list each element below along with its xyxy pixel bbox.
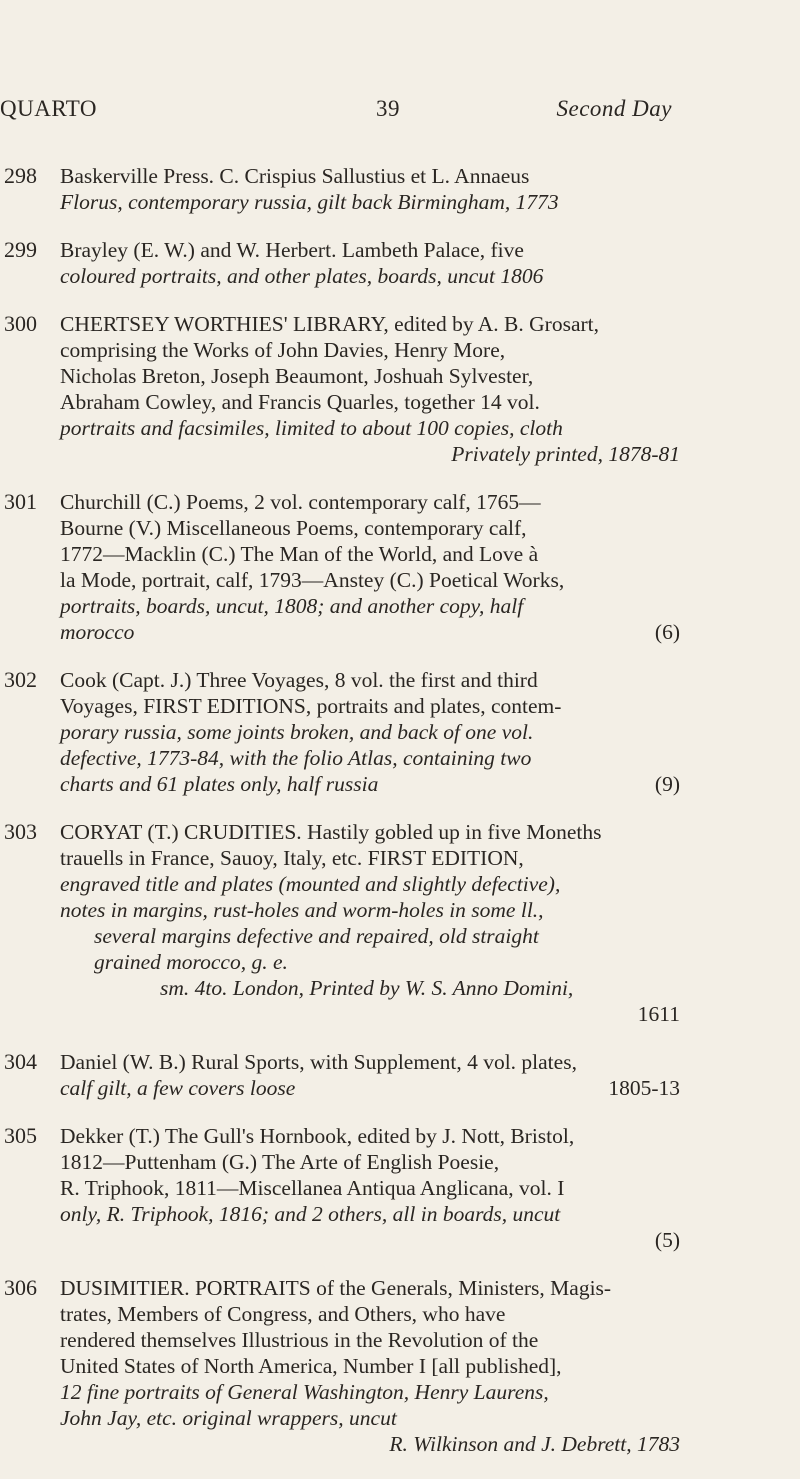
lot-line: Florus, contemporary russia, gilt back Birmingham, 1773 [60,190,559,214]
lot-imprint: Privately printed, 1878-81 [451,442,680,466]
lot-entry [0,667,800,797]
lot-list [0,163,800,1479]
lot-description [60,237,680,289]
lot-line: Bourne (V.) Miscellaneous Poems, contemporary calf, [60,516,527,540]
lot-line: Voyages, FIRST EDITIONS, portraits and plates, contem- [60,694,562,718]
lot-description [60,819,680,1027]
lot-line-text: morocco [60,620,135,644]
lot-line: John Jay, etc. original wrappers, uncut [60,1406,397,1430]
lot-number: 303 [4,819,37,844]
lot-line: Baskerville Press. C. Crispius Sallustius et L. Annaeus [60,164,530,188]
lot-description [60,667,680,797]
lot-line: comprising the Works of John Davies, Henry More, [60,338,506,362]
lot-line: engraved title and plates (mounted and slightly defective), [60,872,561,896]
lot-line: notes in margins, rust-holes and worm-holes in some ll., [60,898,544,922]
lot-line: CHERTSEY WORTHIES' LIBRARY, edited by A. B. Grosart, [60,312,599,336]
lot-description [60,311,680,467]
lot-line: la Mode, portrait, calf, 1793—Anstey (C.) Poetical Works, [60,568,565,592]
lot-line: portraits and facsimiles, limited to about 100 copies, cloth [60,416,563,440]
lot-line: 1812—Puttenham (G.) The Arte of English Poesie, [60,1150,500,1174]
lot-line-text: calf gilt, a few covers loose [60,1076,296,1100]
lot-line: Cook (Capt. J.) Three Voyages, 8 vol. the first and third [60,668,538,692]
lot-line: Churchill (C.) Poems, 2 vol. contemporary calf, 1765— [60,490,541,514]
lot-entry [0,237,800,289]
lot-number: 304 [4,1049,37,1074]
lot-number: 298 [4,163,37,188]
lot-count: (6) [654,620,680,644]
lot-line: CORYAT (T.) CRUDITIES. Hastily gobled up in five Moneths [60,820,602,844]
lot-entry [0,311,800,467]
page-number: 39 [376,96,400,121]
header-format: QUARTO [0,96,98,121]
lot-number: 301 [4,489,37,514]
lot-imprint: sm. 4to. London, Printed by W. S. Anno Domini, [160,976,574,1000]
lot-line: trauells in France, Sauoy, Italy, etc. FIRST EDITION, [60,846,524,870]
lot-line: several margins defective and repaired, old straight [94,924,539,948]
header-sale-day: Second Day [556,96,672,121]
lot-description [60,489,680,645]
lot-entry [0,163,800,215]
lot-entry [0,1123,800,1253]
lot-line [60,619,680,645]
lot-line: United States of North America, Number I [all published], [60,1354,562,1378]
lot-date: 1611 [637,1002,680,1026]
lot-description [60,163,680,215]
lot-line: DUSIMITIER. PORTRAITS of the Generals, Ministers, Magis- [60,1276,612,1300]
lot-date: 1805-13 [608,1076,680,1100]
lot-line-text: charts and 61 plates only, half russia [60,772,379,796]
lot-line: porary russia, some joints broken, and back of one vol. [60,720,534,744]
lot-line: 12 fine portraits of General Washington, Henry Laurens, [60,1380,549,1404]
lot-line: rendered themselves Illustrious in the Revolution of the [60,1328,539,1352]
lot-description [60,1049,680,1101]
lot-line: 1772—Macklin (C.) The Man of the World, and Love à [60,542,539,566]
lot-entry [0,819,800,1027]
lot-count: (9) [654,772,680,796]
lot-line: Abraham Cowley, and Francis Quarles, together 14 vol. [60,390,540,414]
lot-line: grained morocco, g. e. [94,950,288,974]
lot-count: (5) [654,1228,680,1252]
lot-line: Brayley (E. W.) and W. Herbert. Lambeth Palace, five [60,238,524,262]
lot-number: 300 [4,311,37,336]
lot-entry [0,1049,800,1101]
lot-imprint: R. Wilkinson and J. Debrett, 1783 [389,1432,680,1456]
lot-line: defective, 1773-84, with the folio Atlas, containing two [60,746,532,770]
lot-number: 302 [4,667,37,692]
lot-line: R. Triphook, 1811—Miscellanea Antiqua Anglicana, vol. I [60,1176,565,1200]
lot-line: coloured portraits, and other plates, boards, uncut 1806 [60,264,544,288]
lot-number: 306 [4,1275,37,1300]
lot-line: Daniel (W. B.) Rural Sports, with Supplement, 4 vol. plates, [60,1050,577,1074]
lot-description [60,1123,680,1253]
lot-line: Dekker (T.) The Gull's Hornbook, edited by J. Nott, Bristol, [60,1124,575,1148]
lot-entry [0,489,800,645]
lot-entry [0,1275,800,1457]
running-header [0,96,800,128]
lot-line: Nicholas Breton, Joseph Beaumont, Joshuah Sylvester, [60,364,534,388]
lot-description [60,1275,680,1457]
lot-line: portraits, boards, uncut, 1808; and another copy, half [60,594,524,618]
lot-line: trates, Members of Congress, and Others, who have [60,1302,506,1326]
lot-line [60,771,680,797]
lot-number: 305 [4,1123,37,1148]
lot-number: 299 [4,237,37,262]
lot-line: only, R. Triphook, 1816; and 2 others, all in boards, uncut [60,1202,561,1226]
lot-line [60,1075,680,1101]
